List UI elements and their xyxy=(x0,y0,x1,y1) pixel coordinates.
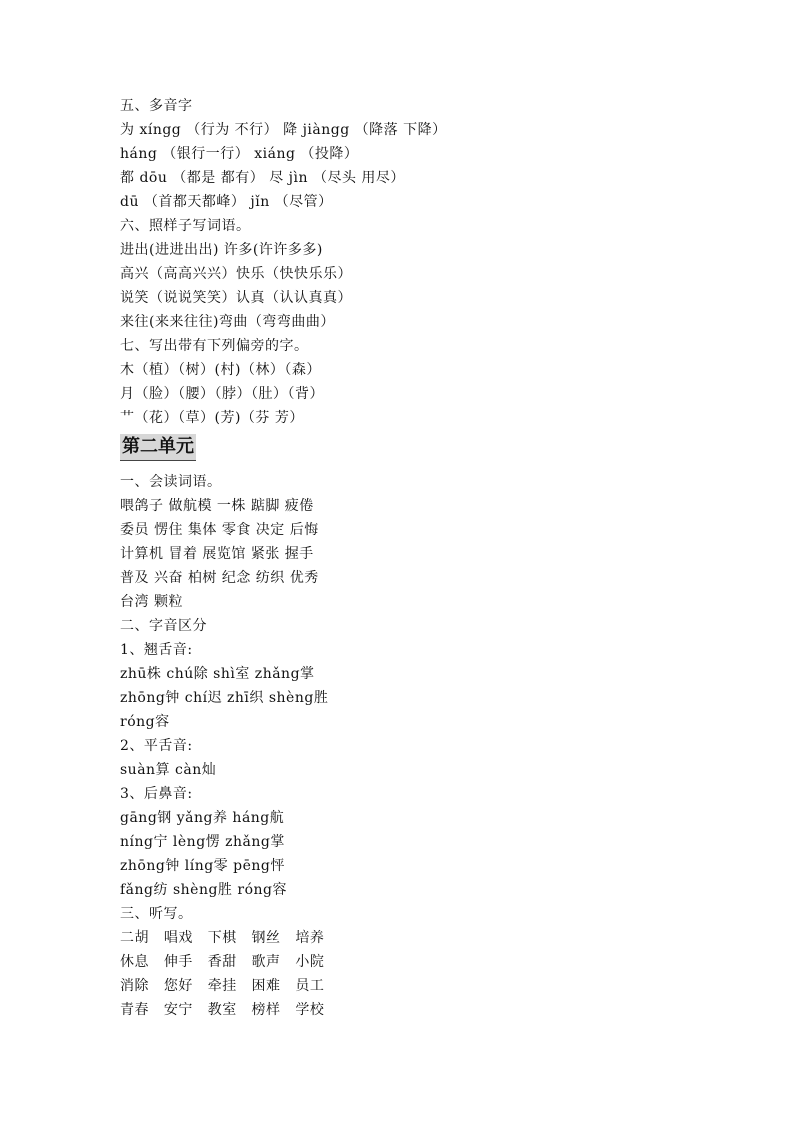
subheading-retroflex: 1、翘舌音: xyxy=(120,642,193,658)
text-line: 木（植）（树）(村)（林）（森） xyxy=(120,362,321,378)
heading-dictation: 三、听写。 xyxy=(120,906,193,922)
heading-word-pattern: 六、照样子写词语。 xyxy=(120,218,251,234)
text-line: háng （银行一行） xiáng （投降） xyxy=(120,146,359,162)
pinyin-line: gāng钢 yǎng养 háng航 xyxy=(120,810,285,826)
dictation-row: 二胡 唱戏 下棋 钢丝 培养 xyxy=(120,930,325,946)
text-line: 来往(来来往往)弯曲（弯弯曲曲） xyxy=(120,314,335,330)
pinyin-line: zhōng钟 líng零 pēng怦 xyxy=(120,858,285,874)
dictation-row: 消除 您好 牵挂 困难 员工 xyxy=(120,978,325,994)
pinyin-line: suàn算 càn灿 xyxy=(120,762,217,778)
text-line: 艹（花）（草）(芳)（芬 芳） xyxy=(120,410,304,426)
text-line: 说笑（说说笑笑）认真（认认真真） xyxy=(120,290,352,306)
section-title: 第二单元 xyxy=(120,434,196,461)
lines-part2 xyxy=(120,470,720,1022)
text-line: 委员 愣住 集体 零食 决定 后悔 xyxy=(120,522,319,538)
text-line: 为 xíngg （行为 不行） 降 jiàngg （降落 下降） xyxy=(120,122,447,138)
subheading-back-nasal: 3、后鼻音: xyxy=(120,786,193,802)
text-line: 月（脸）（腰）（脖）（肚）（背） xyxy=(120,386,324,402)
pinyin-line: fǎng纺 shèng胜 róng容 xyxy=(120,882,287,898)
heading-radicals: 七、写出带有下列偏旁的字。 xyxy=(120,338,309,354)
heading-read-words: 一、会读词语。 xyxy=(120,474,222,490)
dictation-row: 休息 伸手 香甜 歌声 小院 xyxy=(120,954,325,970)
text-line: 台湾 颗粒 xyxy=(120,594,183,610)
pinyin-line: zhōng钟 chí迟 zhī织 shèng胜 xyxy=(120,690,329,706)
heading-polyphonic: 五、多音字 xyxy=(120,98,193,114)
text-line: 高兴（高高兴兴）快乐（快快乐乐） xyxy=(120,266,352,282)
document-page xyxy=(120,94,720,1022)
text-line: 计算机 冒着 展览馆 紧张 握手 xyxy=(120,546,314,562)
pinyin-line: zhū株 chú除 shì室 zhǎng掌 xyxy=(120,666,315,682)
text-line: 都 dōu （都是 都有） 尽 jìn （尽头 用尽） xyxy=(120,170,405,186)
pinyin-line: róng容 xyxy=(120,714,170,730)
text-line: 喂鸽子 做航模 一株 踮脚 疲倦 xyxy=(120,498,314,514)
pinyin-line: níng宁 lèng愣 zhǎng掌 xyxy=(120,834,285,850)
text-line: dū （首都天都峰） jǐn （尽管） xyxy=(120,194,333,210)
section-heading-wrap xyxy=(120,430,720,470)
lines-part1 xyxy=(120,94,720,430)
subheading-flat-tongue: 2、平舌音: xyxy=(120,738,193,754)
dictation-row: 青春 安宁 教室 榜样 学校 xyxy=(120,1002,325,1018)
text-line: 进出(进进出出) 许多(许许多多) xyxy=(120,242,323,258)
heading-pronunciation: 二、字音区分 xyxy=(120,618,207,634)
text-line: 普及 兴奋 柏树 纪念 纺织 优秀 xyxy=(120,570,319,586)
